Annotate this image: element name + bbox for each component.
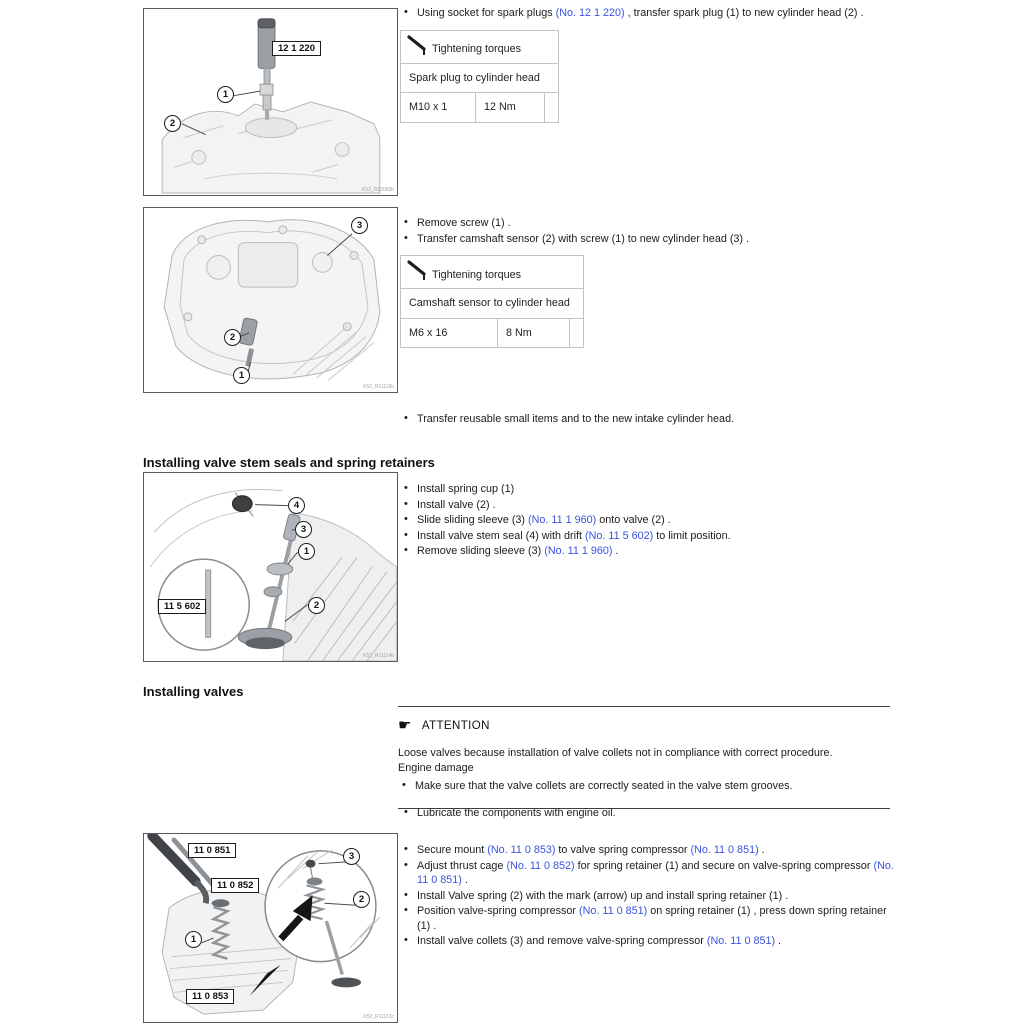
instruction-text: Install valve collets (3) and remove valve-spring compressor (417, 935, 707, 947)
instruction-text: to limit position. (653, 529, 731, 542)
callout-1: 1 (298, 543, 315, 560)
section-installing-valves-text (400, 843, 894, 950)
camshaft-sensor-illustration (144, 208, 397, 392)
torque-table-spark-plug (400, 30, 559, 123)
torque-empty-cell (570, 318, 584, 348)
heading-valve-stem-seals: Installing valve stem seals and spring retainers (143, 455, 435, 470)
torque-table-header: Tightening torques (432, 43, 522, 55)
torque-size: M10 x 1 (401, 93, 476, 123)
figure-code: K52_R11113c (363, 1014, 394, 1020)
callout-1: 1 (233, 367, 250, 384)
instruction-step (400, 904, 894, 933)
instruction-text: on spring retainer (1) , press down spring retainer (1) . (417, 905, 887, 932)
valve-stem-seal-illustration (144, 473, 397, 661)
figure-code: K52_R11114b (363, 653, 394, 659)
part-number-link[interactable]: (No. 11 1 960) (528, 514, 597, 526)
instruction-step (400, 843, 894, 858)
instruction-text: . (775, 935, 782, 947)
instruction-step (400, 216, 894, 231)
instruction-step (400, 6, 894, 21)
torque-size: M6 x 16 (401, 318, 498, 348)
tool-number-label: 11 0 852 (211, 878, 259, 893)
attention-box (398, 706, 890, 809)
instruction-step (400, 934, 894, 949)
part-number-link[interactable]: (No. 11 5 602) (585, 529, 654, 542)
figure-valve-spring-compressor (143, 833, 398, 1023)
instruction-text: Install Valve spring (2) with the mark (arrow) up and install spring retainer (1) . (417, 889, 789, 902)
callout-2: 2 (224, 329, 241, 346)
instruction-text: , transfer spark plug (1) to new cylinder head (2) . (624, 7, 864, 19)
instruction-text: onto valve (2) . (596, 514, 671, 526)
instruction-text: to valve spring compressor (555, 844, 691, 856)
callout-1: 1 (217, 86, 234, 103)
attention-title-row (398, 718, 890, 733)
lubricate-note (400, 806, 894, 822)
instruction-text: . (612, 545, 619, 557)
instruction-text: Install valve (2) . (417, 498, 496, 511)
instruction-step (400, 806, 894, 821)
instruction-text: Transfer camshaft sensor (2) with screw (1) to new cylinder head (3) . (417, 232, 750, 245)
part-number-link[interactable]: (No. 12 1 220) (555, 7, 625, 19)
callout-3: 3 (295, 521, 312, 538)
callout-1: 1 (185, 931, 202, 948)
instruction-step (400, 859, 894, 888)
torque-wrench-icon (407, 260, 429, 282)
tool-number-label: 11 0 851 (188, 843, 236, 858)
figure-camshaft-sensor (143, 207, 398, 393)
part-number-link[interactable]: (No. 11 0 851) (417, 859, 894, 886)
callout-3: 3 (351, 217, 368, 234)
spark-plug-illustration (144, 9, 397, 195)
instruction-step (400, 544, 894, 559)
part-number-link[interactable]: (No. 11 1 960) (544, 545, 613, 557)
torque-wrench-icon (407, 35, 429, 57)
callout-2: 2 (164, 115, 181, 132)
instruction-step (400, 412, 894, 427)
instruction-text: Transfer reusable small items and to the new intake cylinder head. (417, 413, 735, 425)
part-number-link[interactable]: (No. 11 0 851) (579, 905, 648, 917)
torque-empty-cell (545, 93, 559, 123)
torque-value: 8 Nm (498, 318, 570, 348)
section-valve-stem-seals-text (400, 482, 894, 560)
instruction-text: Remove sliding sleeve (3) (417, 545, 545, 557)
instruction-text: Install valve stem seal (4) with drift (417, 529, 586, 542)
attention-cause: Loose valves because installation of valve collets not in compliance with correct procedure. (398, 747, 833, 759)
attention-body (398, 746, 890, 794)
instruction-text: Secure mount (417, 844, 488, 856)
callout-3: 3 (343, 848, 360, 865)
heading-installing-valves: Installing valves (143, 684, 244, 699)
instruction-step (400, 889, 894, 904)
torque-subject: Spark plug to cylinder head (401, 63, 559, 93)
instruction-step (400, 513, 894, 528)
instruction-text: Adjust thrust cage (417, 859, 507, 872)
tool-number-label: 11 5 602 (158, 599, 206, 614)
instruction-step (400, 498, 894, 513)
instruction-text: Remove screw (1) . (417, 217, 511, 229)
part-number-link[interactable]: (No. 11 0 852) (506, 859, 575, 872)
torque-value: 12 Nm (476, 93, 545, 123)
part-number-link[interactable]: (No. 11 0 851) (690, 844, 759, 856)
instruction-text: for spring retainer (1) and secure on valve-spring compressor (574, 859, 874, 872)
attention-effect: Engine damage (398, 761, 474, 774)
figure-valve-stem-seal (143, 472, 398, 662)
transfer-note (400, 412, 894, 428)
figure-code: K52_R12069b (362, 187, 394, 193)
section-camshaft-sensor-text (400, 216, 894, 348)
torque-table-header: Tightening torques (432, 268, 522, 281)
section-spark-plug-text (400, 6, 894, 123)
instruction-text: Slide sliding sleeve (3) (417, 514, 529, 526)
callout-2: 2 (353, 891, 370, 908)
part-number-link[interactable]: (No. 11 0 851) (706, 935, 776, 947)
torque-subject: Camshaft sensor to cylinder head (401, 289, 584, 319)
instruction-text: . (758, 844, 765, 856)
figure-spark-plug (143, 8, 398, 196)
figure-code: K52_R11116b (363, 384, 394, 390)
valve-spring-compressor-illustration (144, 834, 397, 1022)
instruction-step (400, 482, 894, 497)
instruction-step (400, 232, 894, 247)
torque-table-camshaft-sensor (400, 255, 584, 348)
callout-2: 2 (308, 597, 325, 614)
pointing-hand-icon: ☛ (398, 717, 412, 734)
instruction-text: Position valve-spring compressor (417, 905, 580, 917)
part-number-link[interactable]: (No. 11 0 853) (487, 844, 556, 856)
instruction-text: Lubricate the components with engine oil. (417, 807, 616, 819)
tool-number-label: 12 1 220 (272, 41, 321, 56)
attention-instruction (398, 779, 890, 794)
instruction-step (400, 529, 894, 544)
instruction-text: . (461, 874, 468, 886)
tool-number-label: 11 0 853 (186, 989, 234, 1004)
instruction-text: Install spring cup (1) (417, 483, 515, 495)
instruction-text: Using socket for spark plugs (417, 7, 556, 19)
callout-4: 4 (288, 497, 305, 514)
attention-title: ATTENTION (421, 719, 490, 732)
instruction-text: Make sure that the valve collets are correctly seated in the valve stem grooves. (415, 780, 793, 792)
